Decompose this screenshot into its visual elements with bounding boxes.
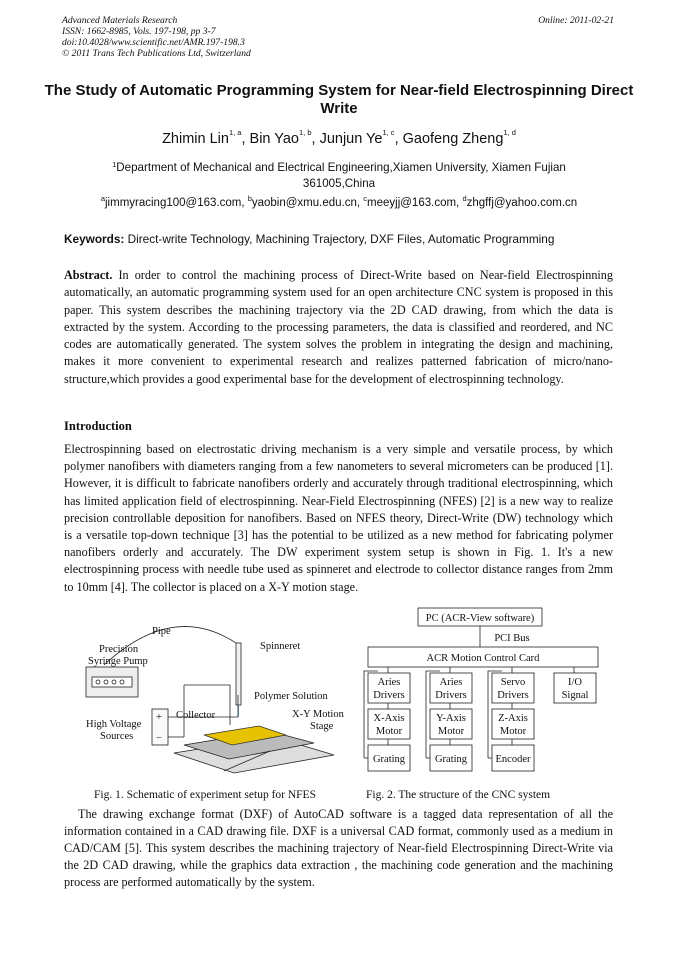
feedback-label: Grating	[372, 754, 406, 765]
affil-sup: 1	[112, 160, 117, 169]
label-pipe: Pipe	[152, 626, 171, 637]
paper-title: The Study of Automatic Programming System for Near-field Electrospinning Direct Write	[44, 82, 634, 117]
motor-label: Motor	[499, 726, 527, 737]
abstract-text: In order to control the machining process of Direct-Write based on Near-field Electrospinning automatically, an automatic programming system used for an open architecture CNC system is proposed in this paper. This system describes the machining trajectory via the 2D CAD drawing, from which the data is extracted by the system. According to the processing parameters, the data is classified and reordered, and NC codes are automatically generated. The system solves the problem in integrating the design and machining, makes it more convenient to experimental research and realizes patterned fabrication of micro/nano-structure,which provides a good experimental base for the development of electrospinning technology.	[64, 268, 613, 386]
journal-header	[62, 15, 614, 59]
feedback-label: Encoder	[495, 754, 531, 765]
author-sup: 1, a	[228, 128, 242, 137]
label-hv: Sources	[100, 731, 134, 742]
keywords-label: Keywords:	[64, 232, 125, 246]
label-spinneret: Spinneret	[260, 641, 301, 652]
section-heading: Introduction	[64, 419, 132, 433]
keywords-text: Direct-write Technology, Machining Trajectory, DXF Files, Automatic Programming	[127, 232, 555, 246]
label-collector: Collector	[176, 710, 216, 721]
email-sup: d	[462, 194, 467, 203]
fig1-caption: Fig. 1. Schematic of experiment setup for NFES	[94, 789, 316, 801]
label-solution: Polymer Solution	[254, 691, 328, 702]
motor-label: Motor	[437, 726, 465, 737]
motor-label: Motor	[375, 726, 403, 737]
motor-label: Z-Axis	[498, 713, 528, 724]
hv-minus: −	[156, 733, 162, 744]
intro-paragraph: Electrospinning based on electrostatic driving mechanism is a very simple and versatile process, by which polymer nanofibers with diameters ranging from a few nanometers to several micrometers can be produced [1]. However, it is difficult to fabricate nanofibers orderly and accurately through traditional electrospinning, which has limited application field of electrospinning. Near-Field Electrospinning (NFES) [2] is a new way to realize precision controllable deposition for nanofibers. Based on NFES theory, Direct-Write (DW) technology which is a versatile top-down technique [3] has the potential to be utilized as a new method for fabricating polymer nanofibers orderly and accurately. The DW experiment system setup is shown in Fig. 1. It's a new electrospinning process with needle tube used as spinneret and electrode to collector distance ranges from 2mm to 10mm [4]. The collector is placed on a X-Y motion stage.	[64, 442, 613, 594]
issn: ISSN: 1662-8985, Vols. 197-198, pp 3-7	[62, 26, 216, 37]
author-name: Junjun Ye	[319, 131, 383, 147]
keywords	[64, 232, 624, 246]
email[interactable]: meeyjj@163.com	[367, 197, 457, 209]
driver-label: Drivers	[497, 690, 529, 701]
label-stage: Stage	[310, 721, 334, 732]
io-label: I/O	[568, 677, 582, 688]
driver-label: Servo	[500, 677, 526, 688]
driver-label: Aries	[439, 677, 463, 688]
copyright: © 2011 Trans Tech Publications Ltd, Switzerland	[62, 48, 251, 59]
emails: $^a$jimmyracing100@163.com, $^b$yaobin@xmu.edu.cn, $^c$meeyjj@163.com, $^d$zhgffj@yahoo.com.cn	[100, 194, 578, 209]
online-date: Online: 2011-02-21	[538, 15, 614, 26]
label-hv: High Voltage	[86, 719, 142, 730]
email-sup: b	[247, 194, 252, 203]
spinneret	[236, 643, 241, 705]
motor-label: Y-Axis	[436, 713, 466, 724]
figures	[64, 605, 624, 785]
intro-paragraph: The drawing exchange format (DXF) of AutoCAD software is a tagged data representation of all the information contained in a CAD drawing file. DXF is a universal CAD format, commonly used as a medium in CAD/CAM [5]. This system describes the machining trajectory of Near-field Electrospinning Direct-Write via the 2D CAD drawing, while the graphics data extraction , the machining code generation and the machining process are performed automatically by the system.	[64, 807, 613, 890]
motor-label: X-Axis	[373, 713, 405, 724]
affil-line1: Department of Mechanical and Electrical Engineering,Xiamen University, Xiamen Fujian	[116, 161, 566, 174]
bus-label: PCI Bus	[494, 633, 530, 644]
abstract-label: Abstract.	[64, 268, 113, 282]
feedback-label: Grating	[434, 754, 468, 765]
fig2-caption: Fig. 2. The structure of the CNC system	[366, 789, 551, 801]
label-stage: X-Y Motion	[292, 709, 344, 720]
author-sup: 1, c	[382, 128, 395, 137]
abstract	[64, 267, 613, 388]
affil-line2: 361005,China	[302, 177, 376, 190]
driver-label: Drivers	[435, 690, 467, 701]
label-pump: Precision	[99, 644, 139, 655]
email[interactable]: zhgffj@yahoo.com.cn	[466, 197, 578, 209]
card-label: ACR Motion Control Card	[426, 653, 540, 664]
email-sup: c	[363, 194, 368, 203]
email[interactable]: yaobin@xmu.edu.cn	[251, 197, 357, 209]
journal-name: Advanced Materials Research	[62, 15, 178, 26]
driver-label: Aries	[377, 677, 401, 688]
email[interactable]: jimmyracing100@163.com	[105, 197, 242, 209]
email-sup: a	[100, 194, 105, 203]
label-pump: Syringe Pump	[88, 656, 148, 667]
hv-plus: +	[156, 712, 162, 723]
author-name: Zhimin Lin	[162, 131, 229, 147]
author-sup: 1, b	[298, 128, 312, 137]
author-sup: 1, d	[503, 128, 516, 137]
io-label: Signal	[561, 690, 589, 701]
figures-svg	[64, 605, 624, 785]
authors: Zhimin Lin$^{1, a}$, Bin Yao$^{1, b}$, Junjun Ye$^{1, c}$, Gaofeng Zheng$^{1, d}$	[162, 128, 516, 147]
pc-label: PC (ACR-View software)	[425, 613, 535, 624]
author-name: Gaofeng Zheng	[402, 131, 504, 147]
doi: doi:10.4028/www.scientific.net/AMR.197-198.3	[62, 37, 245, 48]
affiliation	[40, 160, 638, 192]
driver-label: Drivers	[373, 690, 405, 701]
author-name: Bin Yao	[249, 131, 299, 147]
